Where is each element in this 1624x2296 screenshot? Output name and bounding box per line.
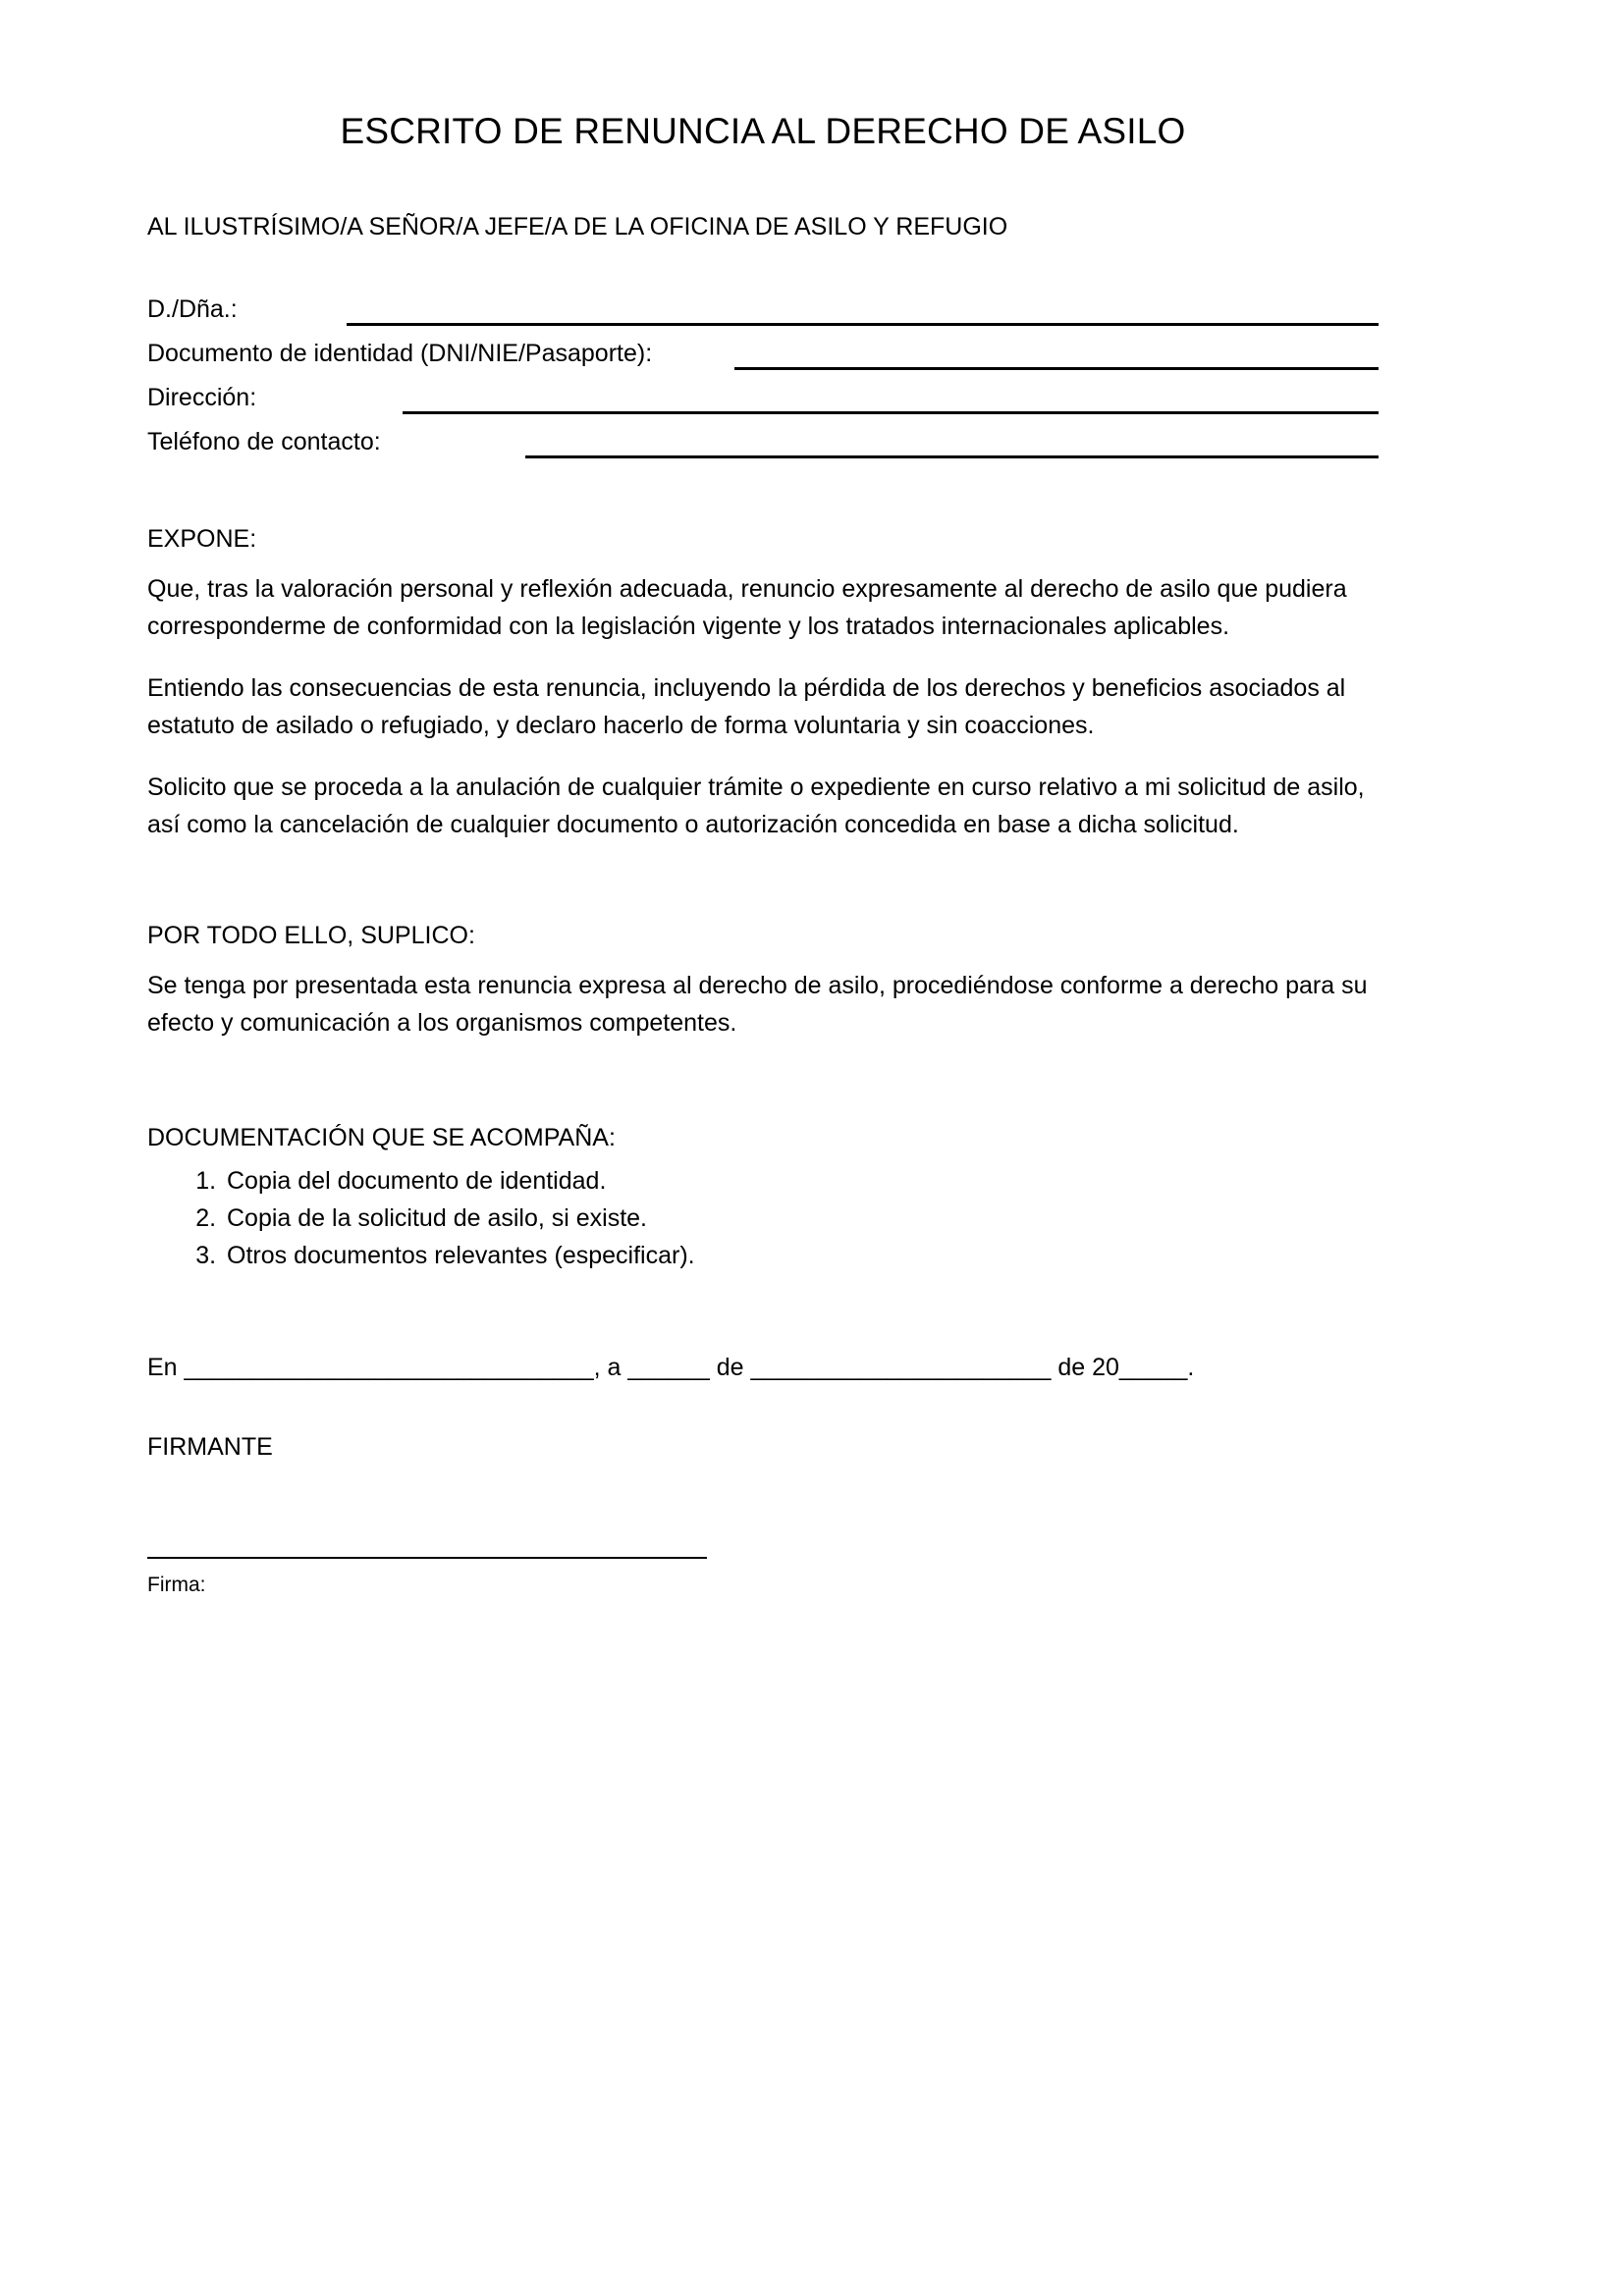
field-row-name [147, 288, 1379, 332]
spacer [147, 953, 1379, 967]
expone-heading: EXPONE: [147, 525, 257, 554]
address-field-label: Dirección: [147, 384, 257, 412]
addressee-line: AL ILUSTRÍSIMO/A SEÑOR/A JEFE/A DE LA OFICINA DE ASILO Y REFUGIO [147, 213, 1008, 241]
address-field-rule[interactable] [403, 411, 1379, 414]
spacer [147, 645, 1379, 669]
documentation-heading: DOCUMENTACIÓN QUE SE ACOMPAÑA: [147, 1123, 616, 1151]
spacer [147, 1041, 1379, 1122]
document-field-rule[interactable] [734, 367, 1379, 370]
signature-rule[interactable] [147, 1557, 707, 1559]
phone-field-rule[interactable] [525, 455, 1379, 458]
spacer [147, 843, 1379, 920]
page-title: ESCRITO DE RENUNCIA AL DERECHO DE ASILO [340, 111, 1186, 151]
document-field-label: Documento de identidad (DNI/NIE/Pasaporte): [147, 340, 653, 368]
document-content [147, 0, 1379, 1600]
list-item: 1. Copia del documento de identidad. [223, 1162, 1379, 1200]
signature-label: Firma: [147, 1574, 206, 1597]
name-field-label: D./Dña.: [147, 295, 238, 324]
name-field-rule[interactable] [347, 323, 1379, 326]
spacer [147, 744, 1379, 769]
list-item: 2. Copia de la solicitud de asilo, si existe. [223, 1200, 1379, 1237]
suplico-paragraph: Se tenga por presentada esta renuncia expresa al derecho de asilo, procediéndose conforme a derecho para su efecto y comunicación a los organismos competentes. [147, 971, 1368, 1037]
suplico-heading: POR TODO ELLO, SUPLICO: [147, 921, 475, 949]
spacer [147, 1274, 1379, 1351]
phone-field-label: Teléfono de contacto: [147, 428, 381, 456]
spacer [147, 557, 1379, 570]
expone-paragraph-2: Entiendo las consecuencias de esta renuncia, incluyendo la pérdida de los derechos y beneficios asociados al estatuto de asilado o refugiado, y declaro hacerlo de forma voluntaria y sin coacciones. [147, 673, 1346, 739]
field-row-phone [147, 420, 1379, 464]
expone-paragraph-1: Que, tras la valoración personal y reflexión adecuada, renuncio expresamente al derecho de asilo que pudiera corresponderme de conformidad con la legislación vigente y los tratados internacionales aplicables. [147, 574, 1347, 640]
field-row-document [147, 332, 1379, 376]
applicant-fields [147, 288, 1379, 464]
place-and-date-line[interactable]: En ______________________________, a ______ de ______________________ de 20_____. [147, 1354, 1195, 1382]
spacer [147, 464, 1379, 523]
documentation-list [147, 1162, 1379, 1274]
expone-paragraph-3: Solicito que se proceda a la anulación de cualquier trámite o expediente en curso relativo a mi solicitud de asilo, así como la cancelación de cualquier documento o autorización concedida en base a dicha solicitud. [147, 773, 1365, 838]
list-item: 3. Otros documentos relevantes (especificar). [223, 1237, 1379, 1274]
signer-heading: FIRMANTE [147, 1433, 273, 1462]
field-row-address [147, 376, 1379, 420]
